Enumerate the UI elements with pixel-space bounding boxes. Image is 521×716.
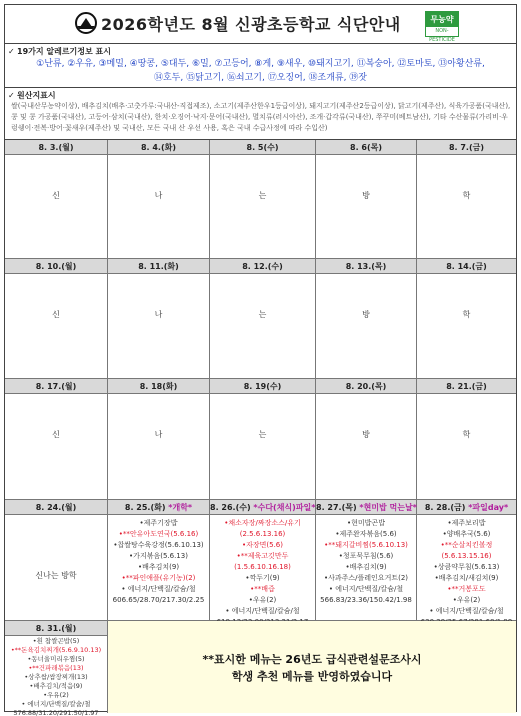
day-text: 신 [52, 191, 60, 200]
page-title: 2026학년도 8월 신광초등학교 식단안내 [101, 15, 401, 34]
day-date: 8. 31.(월) [5, 621, 107, 636]
notice-line-1: **표시한 메뉴는 26년도 급식관련설문조사시 [202, 653, 422, 666]
allergy-list [5, 57, 516, 85]
menu-list [417, 515, 516, 628]
menu-item: • 에너지/단백질/칼슘/철 [21, 700, 91, 708]
menu-item: • 에너지/단백질/칼슘/철 [429, 607, 504, 615]
school-logo-icon [75, 12, 97, 34]
day-text: 방 [362, 191, 370, 200]
vacation-text: 신나는 방학 [35, 571, 77, 580]
menu-item: •**안유아도연국(5.6.16) [118, 530, 199, 538]
menu-item: •깍두기(9) [245, 574, 280, 582]
menu-item: •배추김치/새김치(9) [434, 574, 499, 582]
day-date: 8. 26.(수) *수다(채식)파일* [210, 500, 315, 515]
day-cell [5, 259, 108, 379]
day-text: 방 [362, 430, 370, 439]
menu-item: •양배추국(5.6) [442, 530, 491, 538]
menu-item: •제주보리밥 [447, 519, 486, 527]
day-cell [417, 500, 516, 621]
menu-item: • 에너지/단백질/칼슘/철 [121, 585, 196, 593]
week-row [5, 140, 516, 259]
day-cell [417, 379, 516, 500]
day-text: 신 [52, 310, 60, 319]
menu-list [5, 636, 107, 716]
menu-item: •채소자장/짜장소스/유기(2.5.6.13.16) [224, 519, 301, 538]
day-date: 8. 14.(금) [417, 259, 516, 274]
day-text: 나 [154, 191, 163, 200]
day-cell [417, 140, 516, 259]
day-date: 8. 17.(월) [5, 379, 107, 394]
day-text: 학 [462, 310, 471, 319]
menu-page [4, 4, 517, 716]
day-text: 나 [154, 310, 163, 319]
day-event: *현미밥 먹는날* [359, 503, 417, 512]
menu-item: •**제육고깃만두(1.5.6.10.16.18) [234, 552, 291, 571]
menu-item: • 에너지/단백질/칼슘/철 [328, 585, 404, 593]
menu-item: •배추김치/적음(9) [29, 682, 83, 690]
day-cell [210, 500, 316, 621]
day-event: *개학* [168, 503, 193, 512]
day-date: 8. 24.(월) [5, 500, 107, 515]
day-cell [316, 500, 417, 621]
menu-list [210, 515, 315, 628]
day-cell [108, 140, 210, 259]
menu-calendar [5, 139, 516, 716]
day-date: 8. 12.(수) [210, 259, 315, 274]
day-cell [108, 379, 210, 500]
day-date: 8. 6(목) [316, 140, 416, 155]
menu-item: •우유(2) [248, 596, 277, 604]
menu-item: •제주기장밥 [139, 519, 178, 527]
day-cell [316, 379, 417, 500]
day-text: 는 [258, 191, 267, 200]
allergy-line-1: ①난류, ②우유, ③메밀, ④땅콩, ⑤대두, ⑥밀, ⑦고등어, ⑧게, ⑨새우, ⑩돼지고기, ⑪복숭아, ⑫토마토, ⑬아황산류, [36, 59, 485, 69]
day-cell [5, 621, 108, 716]
menu-item: •현미밥곤밥 [347, 519, 385, 527]
day-cell [316, 140, 417, 259]
allergy-label: ✓ 19가지 알레르기정보 표시 [8, 47, 111, 56]
menu-item: •상추쌈/쌈장찌개(13) [24, 673, 88, 681]
week-row [5, 379, 516, 500]
badge-label: 무농약 [426, 12, 458, 27]
day-text: 방 [362, 310, 370, 319]
menu-item: 606.65/28.70/217.30/2.25 [112, 596, 205, 604]
menu-item: •상큼약무침(5.6.13) [433, 563, 500, 571]
menu-list [108, 515, 209, 606]
day-text: 학 [462, 430, 471, 439]
week-row [5, 500, 516, 621]
day-date: 8. 20.(목) [316, 379, 416, 394]
day-cell [5, 140, 108, 259]
menu-item: •찹쌀탕수육강정(5.6.10.13) [113, 541, 204, 549]
day-date: 8. 19(수) [210, 379, 315, 394]
day-cell [108, 259, 210, 379]
day-cell [5, 379, 108, 500]
menu-item: •흰 찹쌀곤밥(5) [32, 637, 80, 645]
menu-list [316, 515, 416, 606]
menu-item: •우유(2) [452, 596, 481, 604]
day-text: 는 [258, 430, 267, 439]
day-text: 나 [154, 430, 163, 439]
header [5, 5, 516, 43]
menu-item: •**거봉포도 [447, 585, 486, 593]
day-date: 8. 4.(화) [108, 140, 209, 155]
day-date: 8. 25.(화) *개학* [108, 500, 209, 515]
menu-item: •**건파래볶음(13) [28, 664, 84, 672]
menu-item: •자장면(5.6) [241, 541, 283, 549]
day-cell [316, 259, 417, 379]
day-text: 신 [52, 430, 60, 439]
notice-box [108, 621, 516, 713]
menu-item: • 에너지/단백질/칼슘/철 [225, 607, 300, 615]
notice-line-2: 학생 추천 메뉴를 반영하였습니다 [231, 670, 393, 683]
day-text: 는 [258, 310, 267, 319]
day-cell [5, 500, 108, 621]
day-date: 8. 7.(금) [417, 140, 516, 155]
allergy-section [5, 43, 516, 87]
menu-item: •제주완자볶음(5.6) [335, 530, 397, 538]
menu-item: 566.83/23.36/150.42/1.98 [320, 596, 412, 604]
organic-badge [425, 11, 459, 43]
menu-item: •우유(2) [43, 691, 69, 699]
menu-item: •배추김치(9) [137, 563, 180, 571]
day-date: 8. 3.(월) [5, 140, 107, 155]
day-text: 학 [462, 191, 471, 200]
day-date: 8. 11.(화) [108, 259, 209, 274]
day-event: *파일day* [468, 503, 509, 512]
day-cell [108, 500, 210, 621]
menu-item: •**배즙 [250, 585, 275, 593]
day-date: 8. 27.(목) *현미밥 먹는날* [316, 500, 416, 515]
menu-item: •**돈육김치찌개(5.6.9.10.13) [10, 646, 102, 654]
week-row [5, 621, 516, 716]
menu-item: •가지볶음(5.6.13) [129, 552, 188, 560]
week-row [5, 259, 516, 379]
day-cell [210, 379, 316, 500]
day-date: 8. 28.(금) *파일day* [417, 500, 516, 515]
day-date: 8. 13.(목) [316, 259, 416, 274]
menu-item: 576.88/31.20/291.50/1.97 [13, 709, 99, 716]
check-icon: ✓ [8, 91, 15, 100]
day-date: 8. 21.(금) [417, 379, 516, 394]
day-cell [210, 259, 316, 379]
notice-text [108, 651, 516, 685]
menu-item: •배추김치(9) [345, 563, 387, 571]
allergy-line-2: ⑭호두, ⑮닭고기, ⑯쇠고기, ⑰오징어, ⑱조개류, ⑲잣 [153, 73, 368, 83]
day-date: 8. 10.(월) [5, 259, 107, 274]
day-event: *수다(채식)파일* [253, 503, 316, 512]
day-cell [417, 259, 516, 379]
check-icon: ✓ [8, 47, 15, 56]
day-date: 8. 18(화) [108, 379, 209, 394]
badge-sublabel: NON-PESTICIDE [429, 28, 455, 43]
origin-section [5, 87, 516, 139]
menu-item: •**돼지갈비찜(5.6.10.13) [324, 541, 408, 549]
origin-text: 쌀(국내산무농약이상), 배추김치(배추·고춧가루:국내산-직접제조), 소고기(제주산한우1등급이상), 돼지고기(제주산2등급이상), 닭고기(제주산), 식육가공품(국내산), 콩 및 콩 가공품(국내산), 고등어·삼치(국내산), 한치·오징어·낙지·문어(국내산), 멸치류(러시아산), 조개·갑각류(국내산), 쭈꾸미(베트남산), 기타 수산물류(가리비·우렁쉥이·전복·방어·꽃새우(제주산) 및 국내산, 모든 국내 산 우선 사용, 혹은 국내 수급사정에 따라 수입산) [11, 102, 511, 132]
menu-item: •동너울미리우찜(5) [27, 655, 85, 663]
menu-item: •**파인애플(유기농)(2) [121, 574, 196, 582]
menu-item: •사과주스/플레인요거트(2) [323, 574, 409, 582]
menu-item: •청포묵무침(5.6) [338, 552, 394, 560]
menu-item: •**순살치킨볼정(5.6.13.15.16) [440, 541, 493, 560]
day-date: 8. 5(수) [210, 140, 315, 155]
day-cell [210, 140, 316, 259]
origin-label: ✓ 원산지표시 [8, 91, 56, 100]
